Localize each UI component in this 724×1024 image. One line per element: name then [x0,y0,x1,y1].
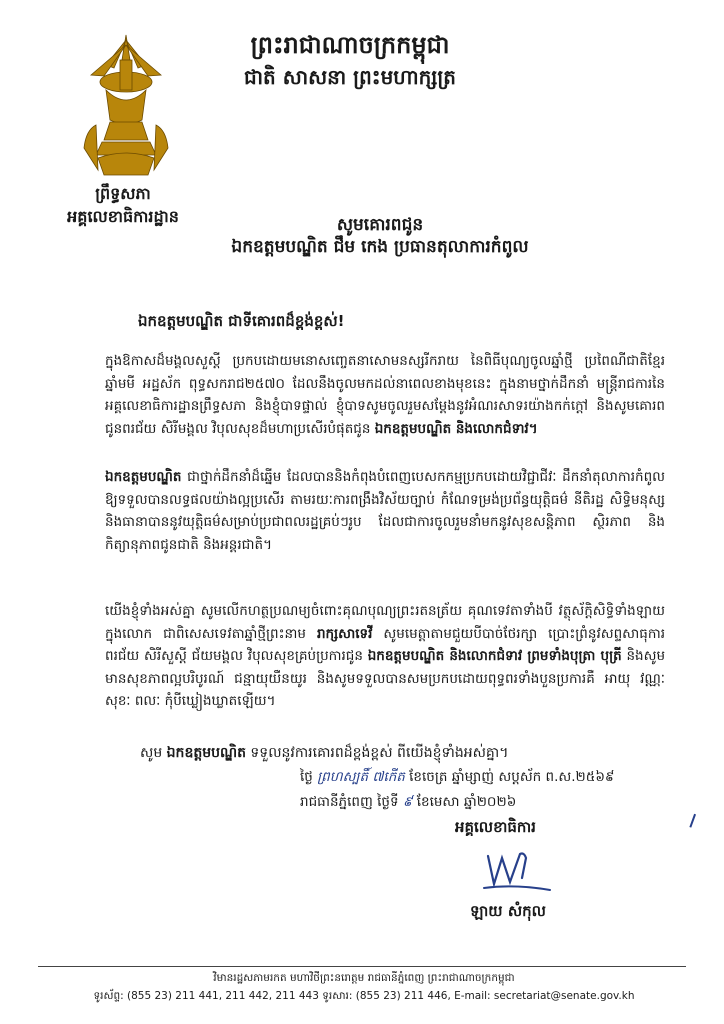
date-lunar-prefix: ថ្ងៃ [300,769,313,785]
footer-contact: ទូរស័ព្ទ: (855 23) 211 441, 211 442, 211 443 ទូរសារ: (855 23) 211 446, E-mail: secretariat@senate.gov.kh [93,990,635,1002]
paragraph-3-deity: រាក្សសាទេវី [316,625,373,642]
paragraph-1-bold: ឯកឧត្តមបណ្ឌិត និងលោកជំទាវ។ [374,420,538,437]
recipient-greeting: សូមគោរពជូន [336,215,424,235]
signature-icon [480,848,555,896]
date-lunar-rest: ខែចេត្រ ឆ្នាំម្សាញ់ សប្តស័ក ព.ស.២៥៦៩ [409,769,615,785]
signer-name: ឡាយ សំកុល [470,902,546,920]
signer-title: អគ្គលេខាធិការ [455,818,536,836]
closing-bold: ឯកឧត្តមបណ្ឌិត [166,745,246,761]
recipient-name: ឯកឧត្តមបណ្ឌិត ជឹម កេង ប្រធានតុលាការកំពូល [231,237,529,257]
senate-emblem-icon [76,30,176,180]
closing-suffix: ទទួលនូវការគោរពដ៏ខ្ពង់ខ្ពស់ ពីយើងខ្ញុំទាំងអស់គ្នា។ [250,745,509,761]
paragraph-2 [105,466,665,556]
org-senate: ព្រឹទ្ធសភា [95,184,151,203]
paragraph-3-text1: យើងខ្ញុំទាំងអស់គ្នា សូមលើកហត្ថប្រណម្យចំពោះគុណបុណ្យព្រះរតនត្រ័យ គុណទេវតាទាំងបី វត្ថុស័ក្តិសិទ្ធិទាំងឡាយក្នុងលោក ជាពិសេសទេវតាឆ្នាំថ្មីព្រះនាម [105,603,665,642]
paragraph-1 [105,350,665,440]
closing-prefix: សូម [140,745,163,761]
paragraph-3-text3: និងសូមមានសុខភាពល្អបរិបូរណ៍ ជន្មាយុយឺនយូរ និងសូមទទួលបានសមប្រកបដោយពុទ្ធពរទាំងបួនប្រការគឺ អាយុ វណ្ណៈ សុខៈ ពលៈ កុំបីឃ្លៀងឃ្លាតឡើយ។ [105,648,666,709]
paragraph-2-bold: ឯកឧត្តមបណ្ឌិត [105,469,182,485]
date-solar-handwritten: ៩ [402,794,413,810]
date-lunar-handwritten: ព្រហស្បតិ៍ ៧កើត [317,769,405,785]
header-motto: ជាតិ សាសនា ព្រះមហាក្សត្រ [244,65,456,89]
date-solar-prefix: រាជធានីភ្នំពេញ ថ្ងៃទី [300,794,399,810]
footer-divider [38,966,686,967]
paragraph-3-text2: សូមមេត្តាតាមជួយបីបាច់ថែរក្សា ប្រោះព្រំនូវសព្ទសាធុការពរជ័យ សិរីសួស្តី ជ័យមង្គល វិបុលសុខគ្រប់ប្រការជូន [105,625,665,664]
header-kingdom: ព្រះរាជាណាចក្រកម្ពុជា [250,30,450,59]
footer-address: វិមានរដ្ឋសភាមរកត មហាវិថីព្រះនរោត្តម រាជធានីភ្នំពេញ ព្រះរាជាណាចក្រកម្ពុជា [213,972,515,984]
paragraph-2-text: ជាថ្នាក់ដឹកនាំដ៏ឆ្នើម ដែលបាននិងកំពុងបំពេញបេសកកម្មប្រកបដោយវិជ្ជាជីវៈ ដឹកនាំតុលាការកំពូលឱ្យទទួលបានលទ្ធផលយ៉ាងល្អប្រសើរ តាមរយៈការពង្រឹងវិស័យច្បាប់ កំណែទម្រង់ប្រព័ន្ធយុត្តិធម៌ នីតិរដ្ឋ សិទ្ធិមនុស្ស និងធានាបាននូវយុត្តិធម៌សម្រាប់ប្រជាពលរដ្ឋគ្រប់ៗរូប ដែលជាការចូលរួមនាំមកនូវសុខសន្តិភាព ស្ថិរភាព និងកិត្យានុភាពជូនជាតិ និងអន្តរជាតិ។ [105,469,665,553]
closing-line [140,743,509,764]
date-solar [300,793,660,813]
paragraph-1-text: ក្នុងឱកាសដ៏មង្គលសួស្តី ប្រកបដោយមនោសញ្ចេតនាសោមនស្សរីករាយ នៃពិធីបុណ្យចូលឆ្នាំថ្មី ប្រពៃណីជាតិខ្មែរ ឆ្នាំមមី អដ្ឋស័ក ពុទ្ធសករាជ២៥៧០ ដែលនឹងចូលមកដល់នាពេលខាងមុខនេះ ក្នុងនាមថ្នាក់ដឹកនាំ មន្ត្រីរាជការនៃអគ្គលេខាធិការដ្ឋានព្រឹទ្ធសភា និងខ្ញុំបាទផ្ទាល់ ខ្ញុំបាទសូមចូលរួមសម្តែងនូវអំណរសាទរយ៉ាងកក់ក្តៅ និងសូមគោរពជូនពរជ័យ សិរីមង្គល វិបុលសុខដ៏មហាប្រសើរបំផុតជូន [105,353,665,437]
salutation: ឯកឧត្តមបណ្ឌិត ជាទីគោរពដ៏ខ្ពង់ខ្ពស់! [138,312,345,330]
paragraph-3 [105,600,665,713]
org-secretariat: អគ្គលេខាធិការដ្ឋាន [67,207,179,226]
paragraph-3-bold: ឯកឧត្តមបណ្ឌិត និងលោកជំទាវ ព្រមទាំងបុត្រា បុត្រី [367,648,622,664]
pen-mark-icon [680,810,696,827]
date-lunar [300,768,660,788]
date-solar-rest: ខែមេសា ឆ្នាំ២០២៦ [416,794,517,810]
